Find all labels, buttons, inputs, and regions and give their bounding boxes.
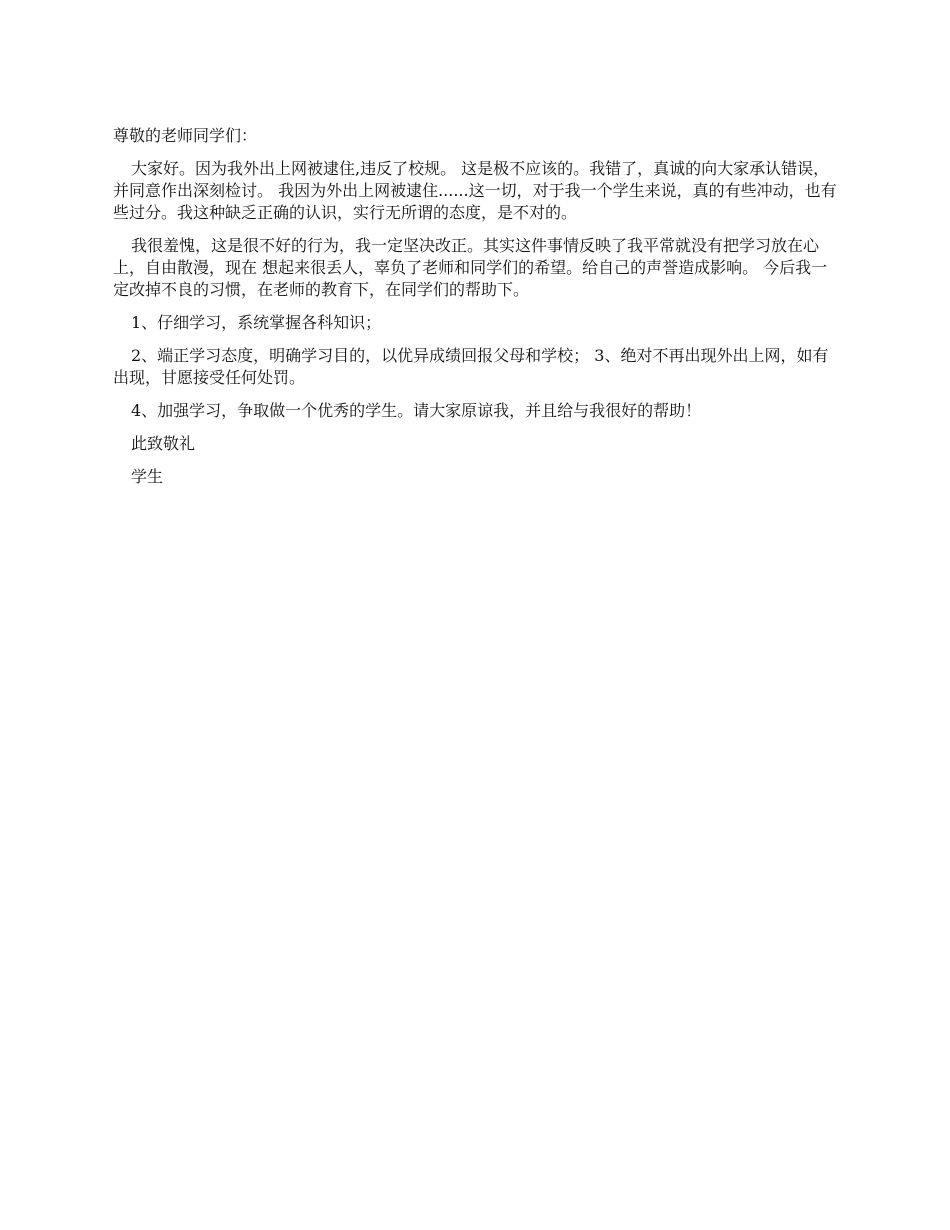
paragraph-apology: 大家好。因为我外出上网被逮住,违反了校规。 这是极不应该的。我错了，真诚的向大家承认错误，并同意作出深刻检讨。 我因为外出上网被逮住......这一切，对于我一个学生来说，真的有些冲动，也有些过分。我这种缺乏正确的认识，实行无所谓的态度，是不对的。 xyxy=(113,159,837,222)
pledge-item-2-3: 2、端正学习态度，明确学习目的，以优异成绩回报父母和学校； 3、绝对不再出现外出上网，如有出现，甘愿接受任何处罚。 xyxy=(113,346,829,387)
signature-student: 学生 xyxy=(131,467,164,486)
document-body xyxy=(113,125,840,499)
salutation: 尊敬的老师同学们： xyxy=(113,126,258,145)
pledge-item-4: 4、加强学习，争取做一个优秀的学生。请大家原谅我，并且给与我很好的帮助！ xyxy=(131,401,702,420)
pledge-item-1: 1、仔细学习，系统掌握各科知识； xyxy=(131,313,382,332)
closing-regards: 此致敬礼 xyxy=(131,434,196,453)
paragraph-reflection: 我很羞愧，这是很不好的行为，我一定坚决改正。其实这件事情反映了我平常就没有把学习放在心上，自由散漫，现在 想起来很丢人，辜负了老师和同学们的希望。给自己的声誉造成影响。 今后我一定改掉不良的习惯，在老师的教育下，在同学们的帮助下。 xyxy=(113,236,828,299)
